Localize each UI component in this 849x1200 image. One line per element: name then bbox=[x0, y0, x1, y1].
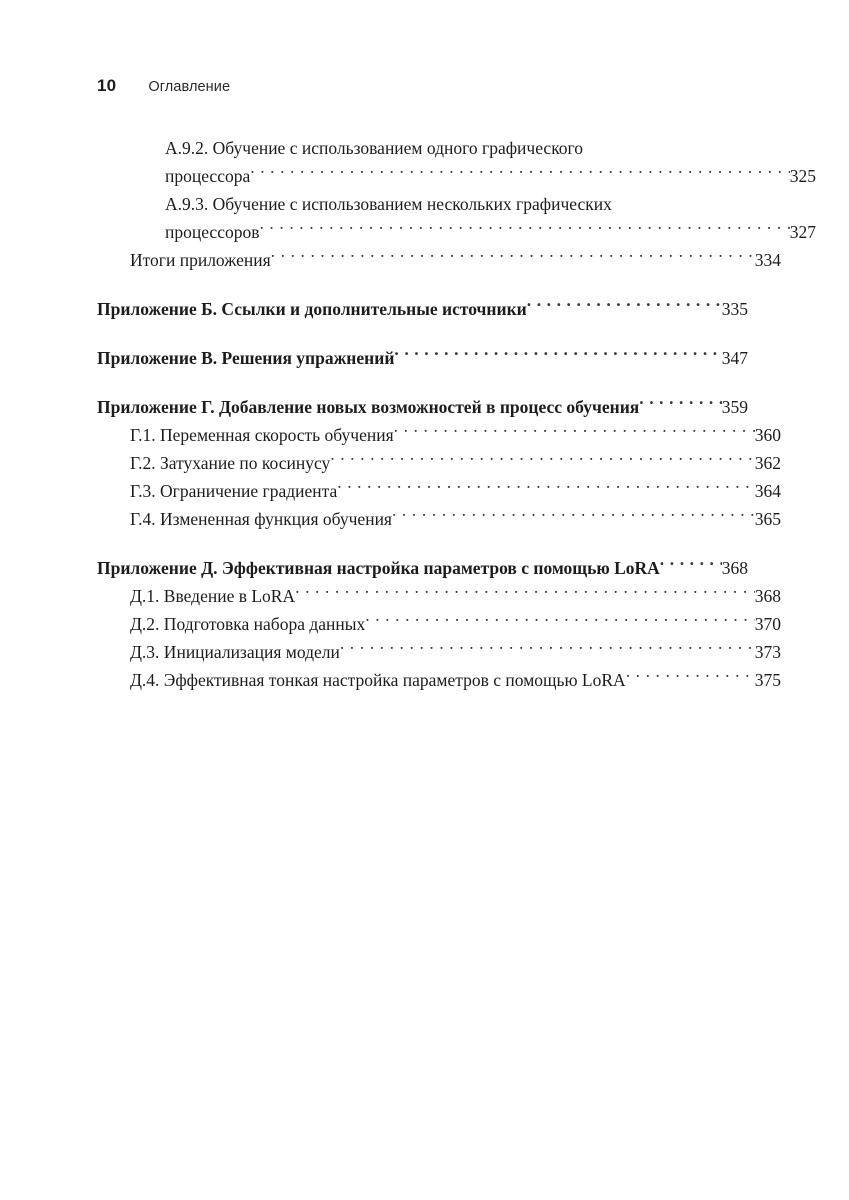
dot-leader bbox=[639, 396, 722, 414]
toc-entry-title-line1: A.9.3. Обучение с использованием нескольких графических bbox=[165, 194, 612, 214]
toc-entry-title: Приложение Г. Добавление новых возможностей в процесс обучения bbox=[97, 397, 640, 417]
toc-entry-title-line2-row bbox=[165, 162, 816, 190]
dot-leader bbox=[394, 424, 755, 442]
toc-page-number: 325 bbox=[789, 166, 816, 186]
toc-entry-title: Г.3. Ограничение градиента bbox=[130, 481, 338, 501]
dot-leader bbox=[365, 613, 754, 631]
dot-leader bbox=[660, 557, 722, 575]
toc-page-number: 365 bbox=[754, 509, 781, 529]
toc-page-number: 347 bbox=[721, 348, 748, 368]
toc-page-number: 373 bbox=[754, 642, 781, 662]
dot-leader bbox=[626, 669, 755, 687]
toc-page-number: 335 bbox=[721, 299, 748, 319]
toc-entry-prilozhenie-d[interactable] bbox=[97, 554, 748, 582]
dot-leader bbox=[250, 165, 790, 183]
toc-entry-title: Итоги приложения bbox=[130, 250, 271, 270]
toc-entry-title-line2: процессора bbox=[165, 166, 251, 186]
toc-entry-prilozhenie-b[interactable] bbox=[97, 295, 748, 323]
dot-leader bbox=[527, 298, 722, 316]
toc-entry-title-line2-row bbox=[165, 218, 816, 246]
toc-entry-title: Д.3. Инициализация модели bbox=[130, 642, 340, 662]
dot-leader bbox=[330, 452, 754, 470]
toc-page-number: 364 bbox=[754, 481, 781, 501]
toc-entry-title: Г.2. Затухание по косинусу bbox=[130, 453, 331, 473]
toc-entry-title: Д.2. Подготовка набора данных bbox=[130, 614, 366, 634]
toc-entry-d-3[interactable] bbox=[130, 638, 781, 666]
toc-entry-title-line1: A.9.2. Обучение с использованием одного графического bbox=[165, 138, 584, 158]
toc-page-number: 359 bbox=[721, 397, 748, 417]
toc-entry-g-1[interactable] bbox=[130, 421, 781, 449]
toc-entry-itogi-prilozheniya[interactable] bbox=[130, 246, 781, 274]
toc-page-number: 375 bbox=[754, 670, 781, 690]
toc-entry-d-2[interactable] bbox=[130, 610, 781, 638]
toc-entry-a-9-3[interactable] bbox=[165, 190, 816, 246]
toc-page-number: 334 bbox=[754, 250, 781, 270]
toc-page-number: 368 bbox=[721, 558, 748, 578]
dot-leader bbox=[271, 249, 755, 267]
toc-entry-title: Г.1. Переменная скорость обучения bbox=[130, 425, 394, 445]
toc-page-number: 362 bbox=[754, 453, 781, 473]
page-folio-number: 10 bbox=[97, 76, 117, 95]
dot-leader bbox=[295, 585, 755, 603]
toc-entry-d-4[interactable] bbox=[130, 666, 781, 694]
dot-leader bbox=[337, 480, 755, 498]
toc-entry-title-line2: процессоров bbox=[165, 222, 260, 242]
dot-leader bbox=[392, 508, 755, 526]
toc-entry-a-9-2[interactable] bbox=[165, 134, 816, 190]
toc-entry-prilozhenie-v[interactable] bbox=[97, 344, 748, 372]
table-of-contents bbox=[97, 134, 816, 694]
dot-leader bbox=[340, 641, 755, 659]
toc-entry-title: Приложение Д. Эффективная настройка параметров с помощью LoRA bbox=[97, 558, 660, 578]
toc-entry-g-4[interactable] bbox=[130, 505, 781, 533]
toc-entry-prilozhenie-g[interactable] bbox=[97, 393, 748, 421]
toc-entry-title: Г.4. Измененная функция обучения bbox=[130, 509, 392, 529]
running-head bbox=[97, 76, 230, 96]
toc-entry-title: Д.4. Эффективная тонкая настройка параметров с помощью LoRA bbox=[130, 670, 626, 690]
dot-leader bbox=[259, 221, 789, 239]
toc-entry-g-2[interactable] bbox=[130, 449, 781, 477]
toc-entry-title: Приложение В. Решения упражнений bbox=[97, 348, 395, 368]
dot-leader bbox=[394, 347, 721, 365]
toc-page-number: 368 bbox=[754, 586, 781, 606]
toc-entry-g-3[interactable] bbox=[130, 477, 781, 505]
toc-entry-d-1[interactable] bbox=[130, 582, 781, 610]
toc-entry-title: Д.1. Введение в LoRA bbox=[130, 586, 296, 606]
toc-page-number: 370 bbox=[754, 614, 781, 634]
toc-entry-title: Приложение Б. Ссылки и дополнительные источники bbox=[97, 299, 527, 319]
running-head-title: Оглавление bbox=[148, 79, 231, 95]
toc-page-number: 327 bbox=[789, 222, 816, 242]
toc-page-number: 360 bbox=[754, 425, 781, 445]
